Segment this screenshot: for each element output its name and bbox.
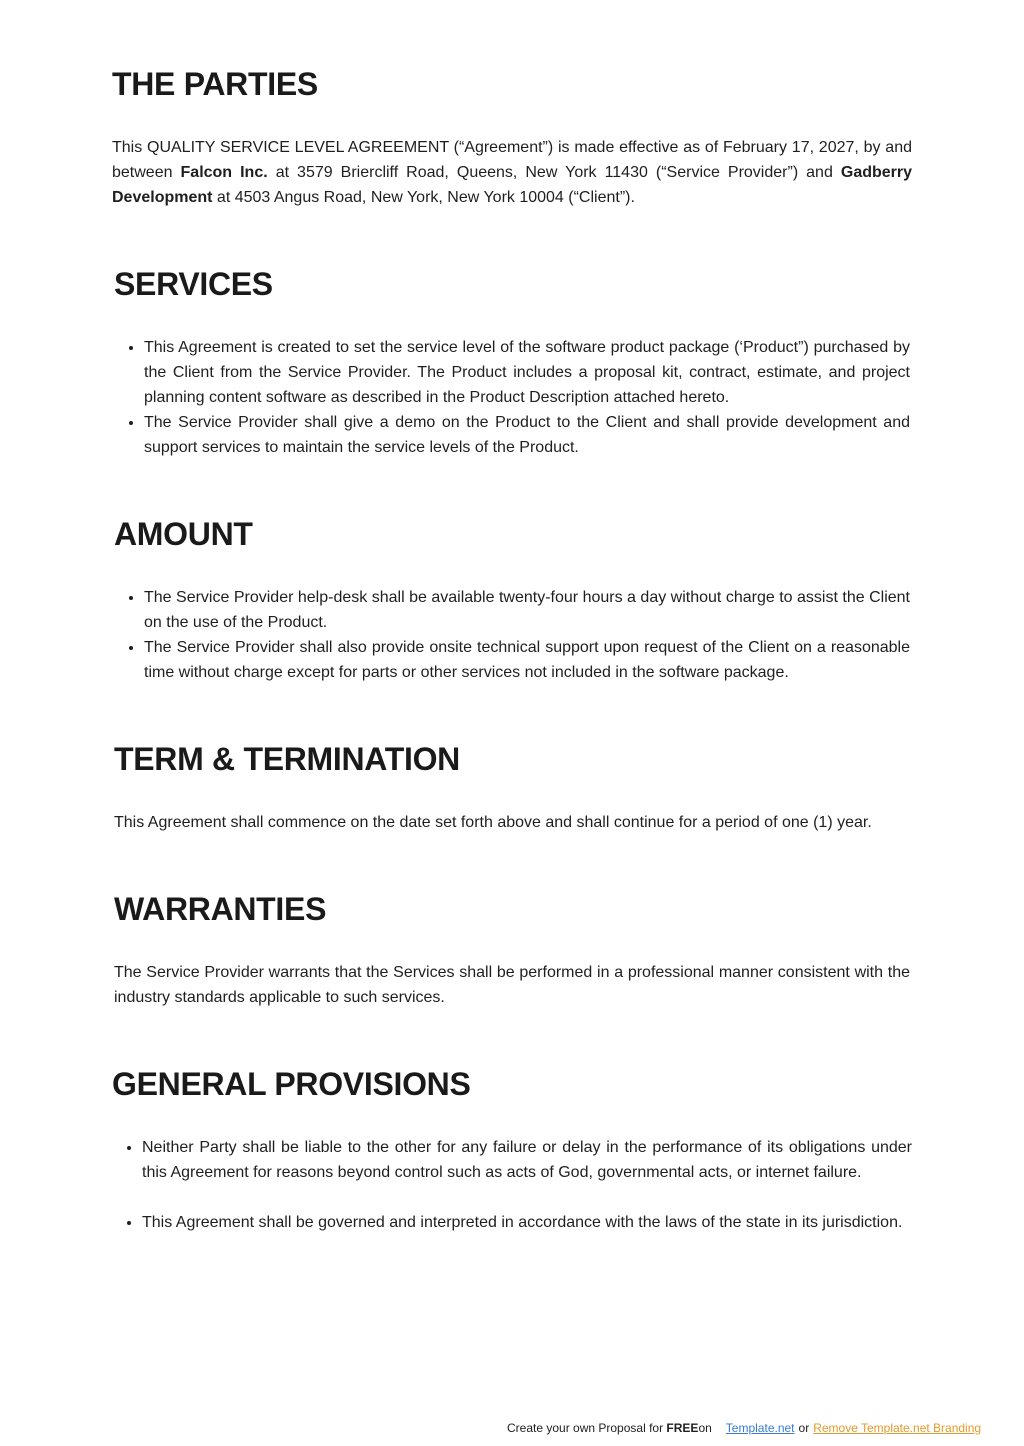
footer-free: FREE (666, 1421, 699, 1435)
parties-text-3: at 4503 Angus Road, New York, New York 10004 (“Client”). (212, 189, 635, 206)
section-heading-general-provisions: GENERAL PROVISIONS (112, 1066, 471, 1102)
footer-on: on (698, 1421, 712, 1435)
term-paragraph: This Agreement shall commence on the date set forth above and shall continue for a period of one (1) year. (114, 814, 872, 831)
list-item: • The Service Provider help-desk shall be available twenty-four hours a day without charge to assist the Client on the use of the Product. (144, 585, 910, 635)
warranties-paragraph: The Service Provider warrants that the Services shall be performed in a professional manner consistent with the industry standards applicable to such services. (114, 964, 910, 1006)
general-provisions-list (112, 1135, 912, 1235)
provider-name: Falcon Inc. (180, 164, 268, 181)
client-name: Gadberry Development (112, 164, 913, 206)
section-heading-warranties: WARRANTIES (114, 891, 327, 927)
parties-text-1: This QUALITY SERVICE LEVEL AGREEMENT (“Agreement”) is made effective as of February 17, 2027, by and between (112, 139, 912, 181)
amount-list (114, 585, 910, 685)
footer-or: or (798, 1421, 810, 1435)
list-item: • This Agreement is created to set the service level of the software product package (‘Product”) purchased by the Client from the Service Provider. The Product includes a proposal kit, contract, estimate, and project planning content software as described in the Product Description attached hereto. (144, 335, 910, 410)
template-net-link[interactable]: Template.net (725, 1421, 795, 1435)
list-item: • The Service Provider shall give a demo on the Product to the Client and shall provide development and support services to maintain the service levels of the Product. (144, 410, 910, 460)
list-item: • Neither Party shall be liable to the other for any failure or delay in the performance of its obligations under this Agreement for reasons beyond control such as acts of God, governmental acts, or internet failure. (142, 1135, 912, 1185)
parties-paragraph (112, 135, 912, 210)
footer-branding (507, 1420, 981, 1436)
section-heading-parties: THE PARTIES (112, 66, 318, 102)
parties-text-2: at 3579 Briercliff Road, Queens, New York 11430 (“Service Provider”) and (267, 164, 841, 181)
remove-branding-link[interactable]: Remove Template.net Branding (813, 1421, 982, 1435)
section-heading-term: TERM & TERMINATION (114, 741, 460, 777)
list-item: • This Agreement shall be governed and interpreted in accordance with the laws of the state in its jurisdiction. (142, 1210, 912, 1235)
section-heading-services: SERVICES (114, 266, 273, 302)
section-heading-amount: AMOUNT (114, 516, 253, 552)
services-list (114, 335, 910, 460)
footer-prefix: Create your own Proposal for (507, 1421, 667, 1435)
list-item: • The Service Provider shall also provide onsite technical support upon request of the Client on a reasonable time without charge except for parts or other services not included in the software package. (144, 635, 910, 685)
